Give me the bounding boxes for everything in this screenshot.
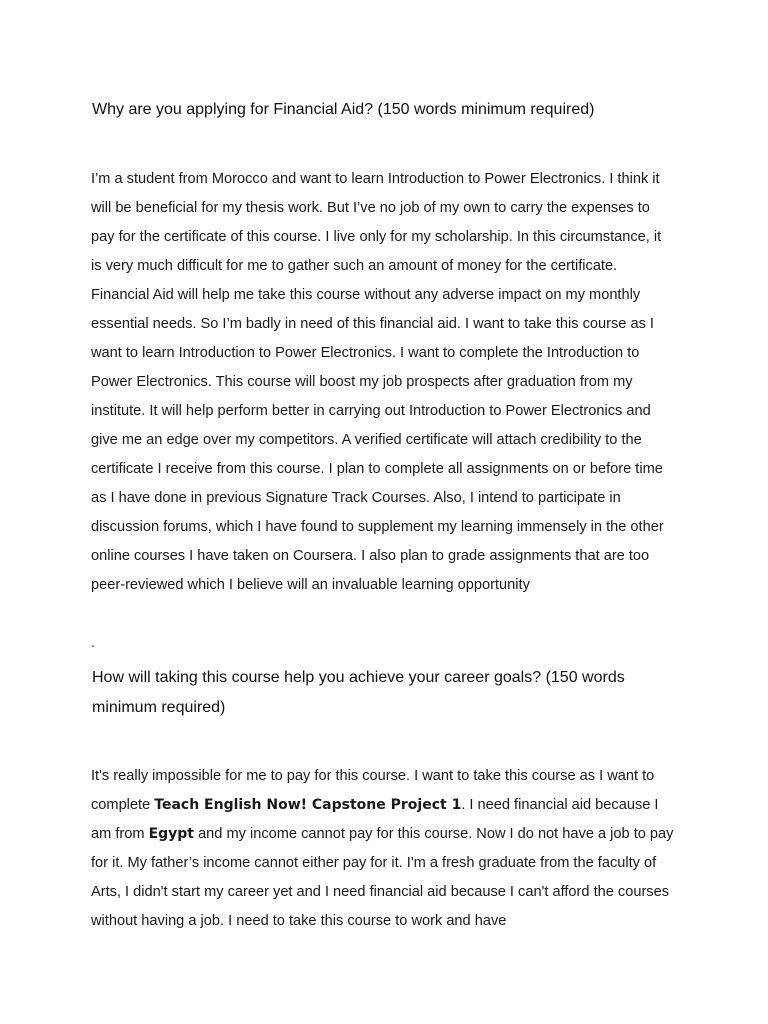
question-2-answer bbox=[91, 762, 675, 936]
course-name-highlight: Teach English Now! Capstone Project 1 bbox=[154, 797, 462, 813]
separator-dot: . bbox=[91, 634, 95, 650]
question-1-answer-text: I’m a student from Morocco and want to learn Introduction to Power Electronics. I think it will be beneficial for my thesis work. But I’ve no job of my own to carry the expenses to pay for the certificate of this course. I live only for my scholarship. In this circumstance, it is very much difficult for me to gather such an amount of money for the certificate. Financial Aid will help me take this course without any adverse impact on my monthly essential needs. So I’m badly in need of this financial aid. I want to take this course as I want to learn Introduction to Power Electronics. I want to complete the Introduction to Power Electronics. This course will boost my job prospects after graduation from my institute. It will help perform better in carrying out Introduction to Power Electronics and give me an edge over my competitors. A verified certificate will attach credibility to the certificate I receive from this course. I plan to complete all assignments on or before time as I have done in previous Signature Track Courses. Also, I intend to participate in discussion forums, which I have found to supplement my learning immensely in the other online courses I have taken on Coursera. I also plan to grade assignments that are too peer-reviewed which I believe will an invaluable learning opportunity bbox=[91, 171, 664, 593]
question-1-heading: Why are you applying for Financial Aid? (150 words minimum required) bbox=[92, 101, 595, 118]
question-2-answer-text bbox=[91, 762, 675, 936]
question-2-heading: How will taking this course help you achieve your career goals? (150 words minimum required) bbox=[92, 669, 625, 716]
country-highlight: Egypt bbox=[148, 826, 195, 842]
question-1-answer bbox=[91, 165, 675, 600]
answer-2-part-2: . I need financial aid because I am from bbox=[91, 797, 659, 842]
answer-2-part-1: It's really impossible for me to pay for this course. I want to take this course as I want to complete bbox=[91, 768, 655, 813]
answer-2-part-3: and my income cannot pay for this course. Now I do not have a job to pay for it. My father’s income cannot either pay for it. I'm a fresh graduate from the faculty of Arts, I didn't start my career yet and I need financial aid because I can't afford the courses without having a job. I need to take this course to work and have bbox=[91, 826, 674, 929]
